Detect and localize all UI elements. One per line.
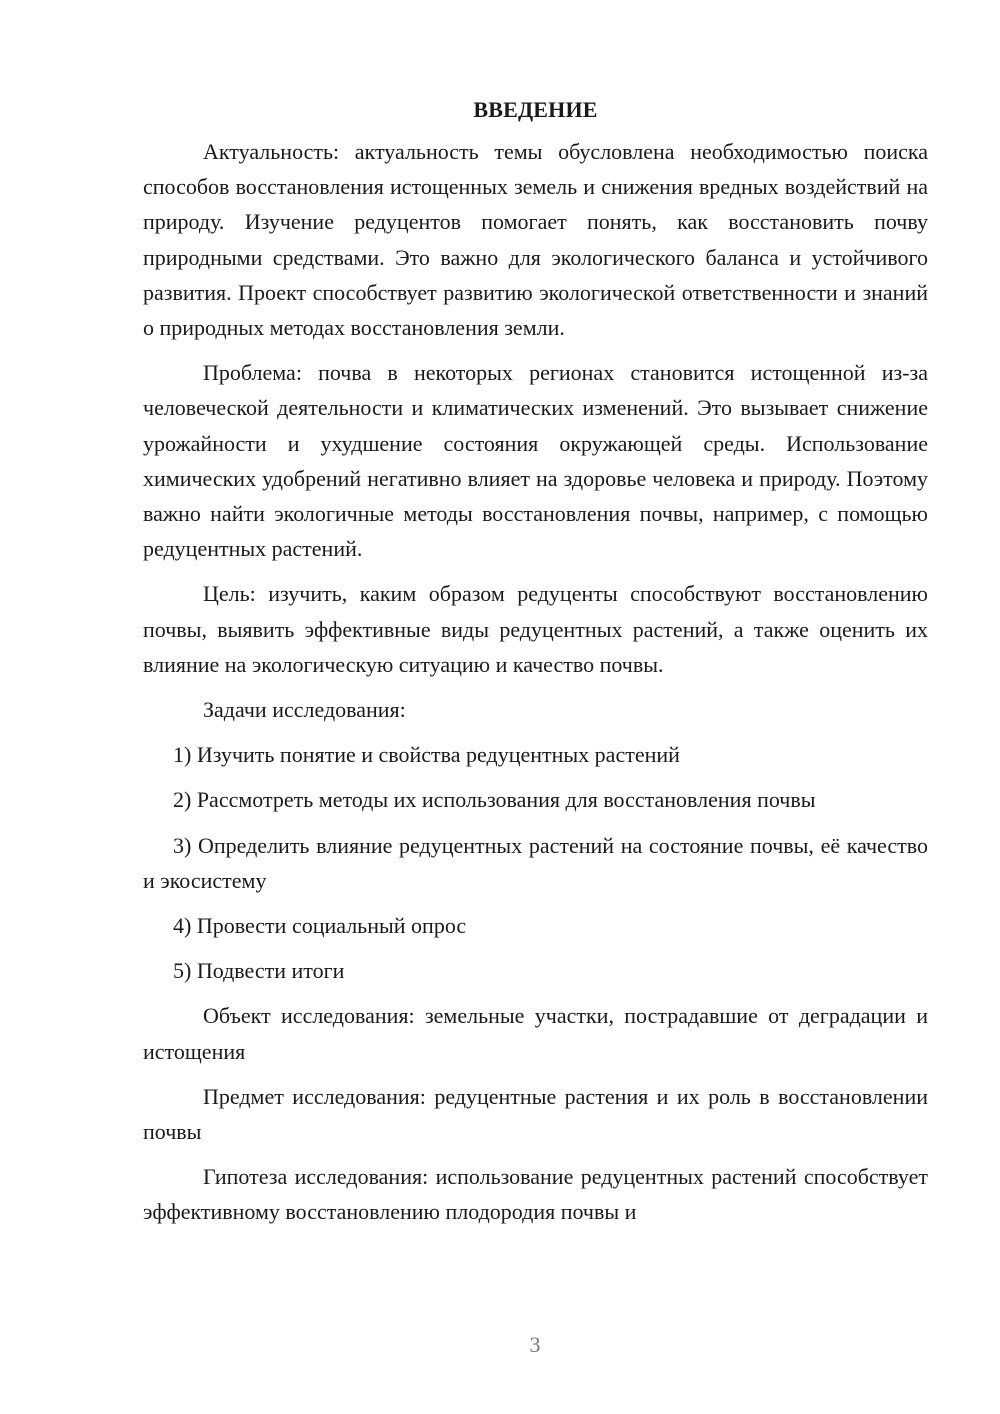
object-paragraph: Объект исследования: земельные участки, пострадавшие от деградации и истощения bbox=[143, 1003, 928, 1064]
tasks-list bbox=[143, 737, 928, 988]
tasks-heading: Задачи исследования: bbox=[203, 697, 406, 723]
task-item: 2) Рассмотреть методы их использования для восстановления почвы bbox=[173, 787, 816, 813]
task-item: 4) Провести социальный опрос bbox=[173, 913, 467, 939]
subject-paragraph: Предмет исследования: редуцентные растения и их роль в восстановлении почвы bbox=[143, 1083, 928, 1145]
hypothesis-paragraph: Гипотеза исследования: использование редуцентных растений способствует эффективному восстановлению плодородия почвы и bbox=[143, 1164, 928, 1225]
goal-paragraph: Цель: изучить, каким образом редуценты способствуют восстановлению почвы, выявить эффективные виды редуцентных растений, а также оценить их влияние на экологическую ситуацию и качество почвы. bbox=[143, 581, 928, 677]
task-item: 5) Подвести итоги bbox=[173, 958, 345, 984]
page-number: 3 bbox=[529, 1332, 541, 1357]
document-page bbox=[143, 92, 928, 1240]
relevance-paragraph: Актуальность: актуальность темы обусловлена необходимостью поиска способов восстановления истощенных земель и снижения вредных воздействий на природу. Изучение редуцентов помогает понять, как восстановить почву природными средствами. Это важно для экологического баланса и устойчивого развития. Проект способствует развитию экологической ответственности и знаний о природных методах восстановления земли. bbox=[143, 139, 928, 341]
page-title: ВВЕДЕНИЕ bbox=[473, 97, 598, 122]
problem-paragraph: Проблема: почва в некоторых регионах становится истощенной из-за человеческой деятельности и климатических изменений. Это вызывает снижение урожайности и ухудшение состояния окружающей среды. Использование химических удобрений негативно влияет на здоровье человека и природу. Поэтому важно найти экологичные методы восстановления почвы, например, с помощью редуцентных растений. bbox=[143, 360, 928, 562]
task-item: 1) Изучить понятие и свойства редуцентных растений bbox=[173, 742, 680, 768]
task-item: 3) Определить влияние редуцентных растений на состояние почвы, её качество и экосистему bbox=[143, 832, 928, 893]
